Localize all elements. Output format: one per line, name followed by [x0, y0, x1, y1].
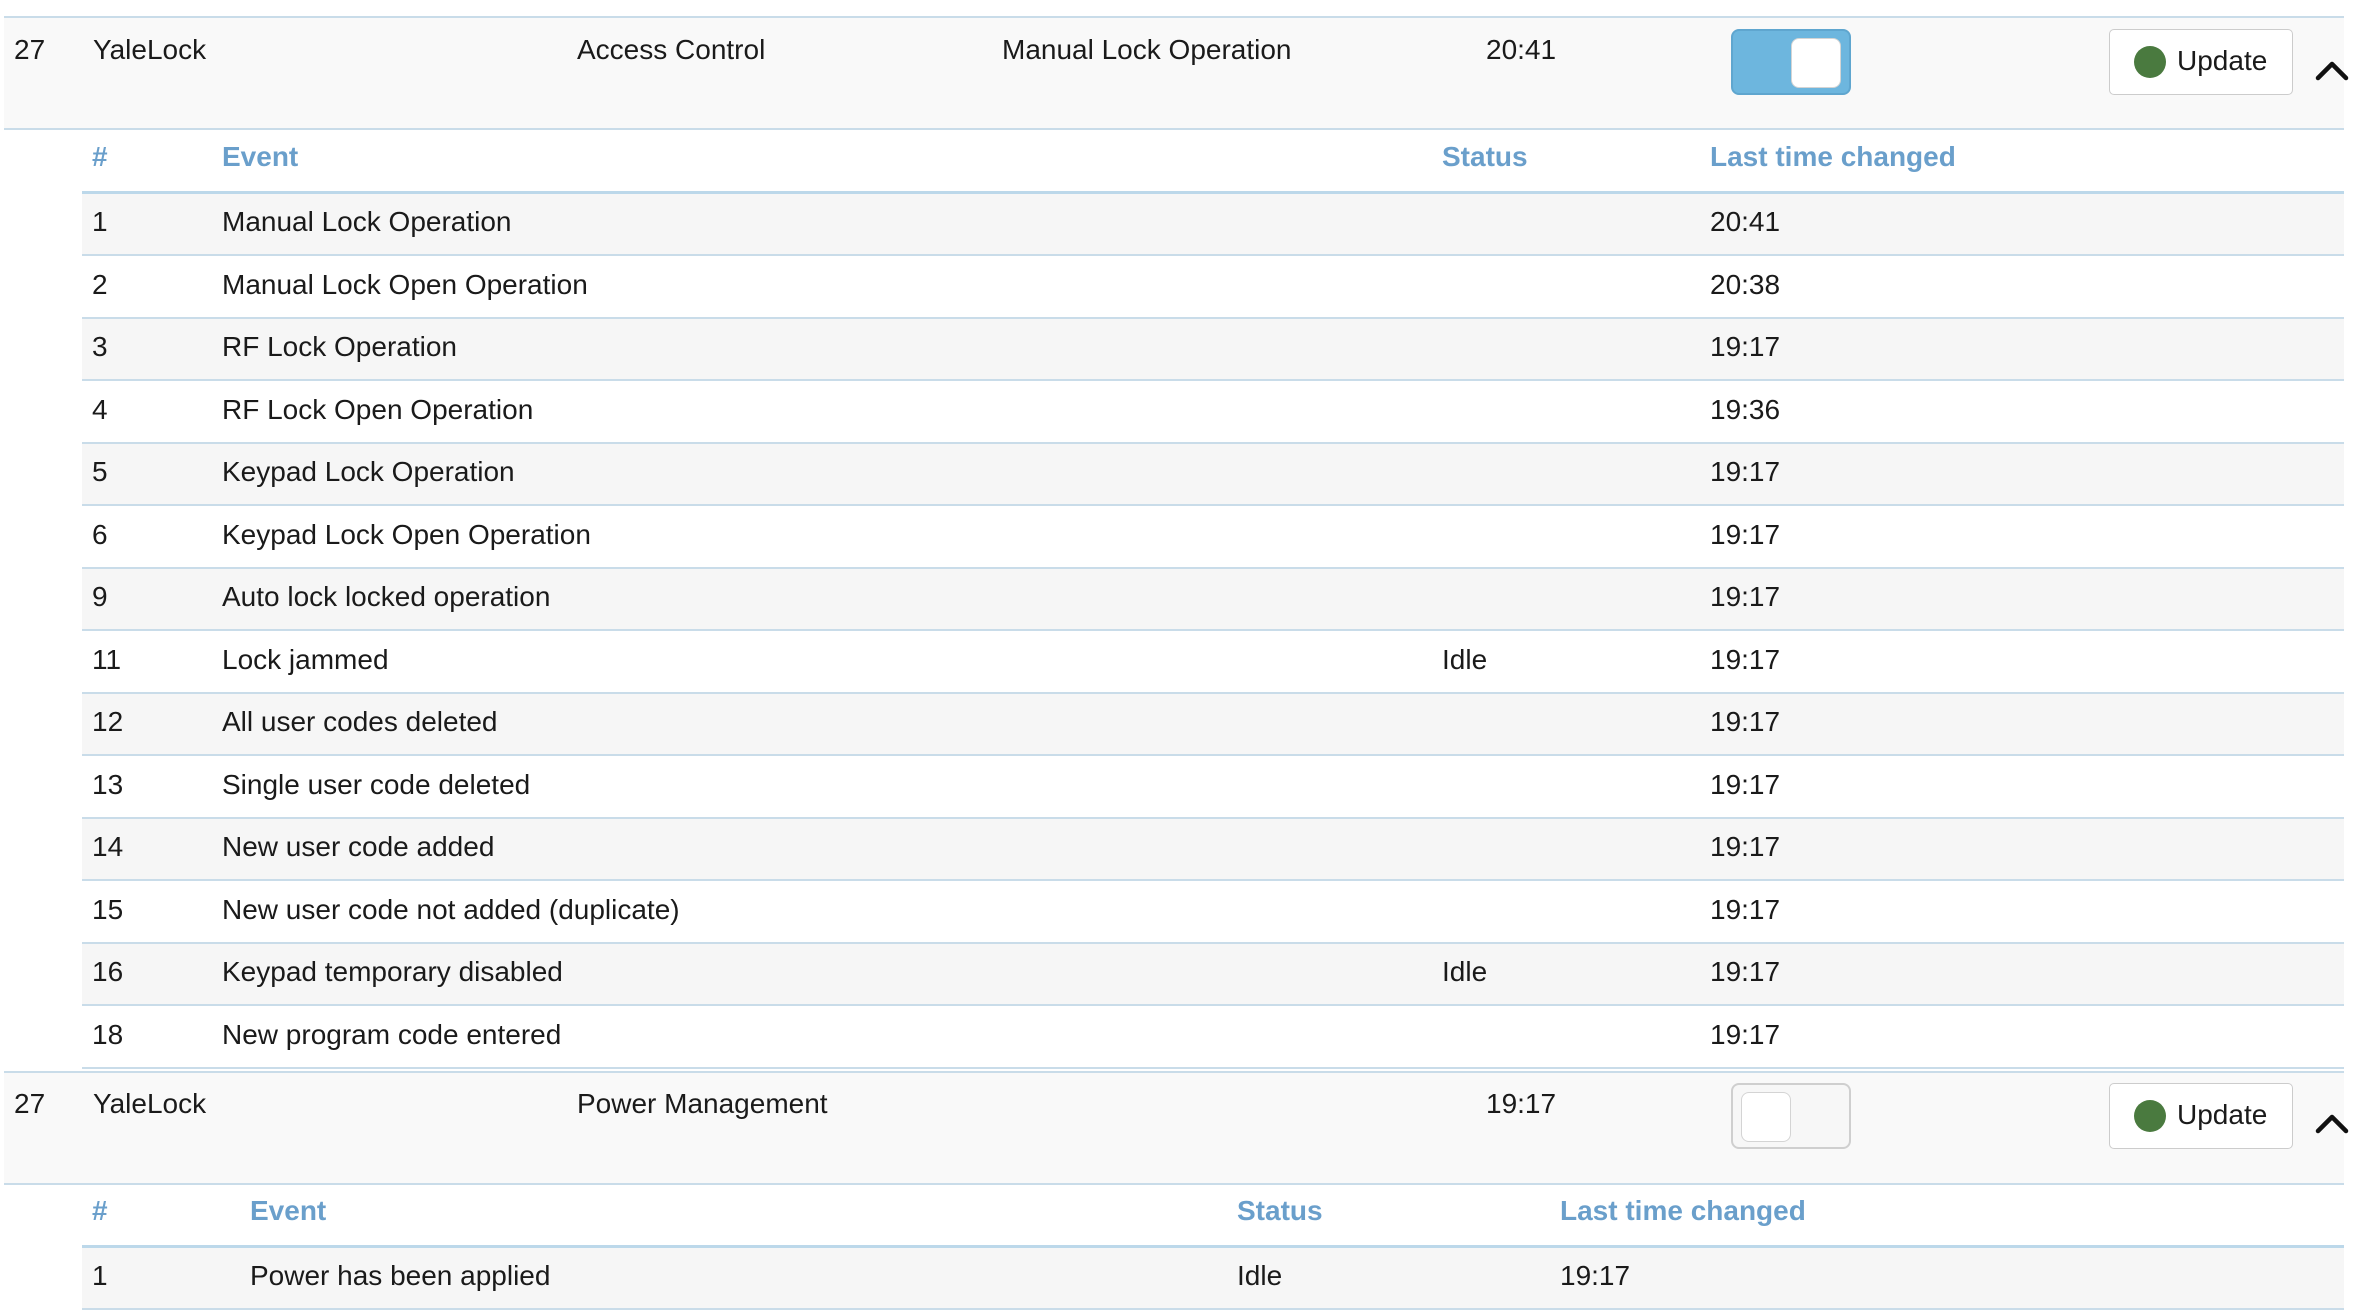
cell-event: Keypad Lock Operation — [222, 456, 515, 487]
cell-time: 19:17 — [1710, 956, 1781, 987]
device-row-access-control[interactable] — [4, 16, 2344, 130]
cell-num: 6 — [92, 518, 108, 550]
device-type: Power Management — [577, 1088, 828, 1119]
cell-num: 13 — [92, 768, 124, 800]
cell-event: New user code added — [222, 831, 495, 862]
cell-num: 15 — [92, 893, 124, 925]
cell-time: 19:17 — [1710, 643, 1781, 675]
cell-num: 14 — [92, 831, 124, 862]
device-name: YaleLock — [93, 1088, 207, 1119]
cell-event: Keypad Lock Open Operation — [222, 518, 591, 550]
last-event: Manual Lock Operation — [1002, 34, 1292, 65]
col-header-num: # — [92, 1195, 108, 1226]
device-row-power-management[interactable] — [4, 1071, 2344, 1185]
cell-event: Auto lock locked operation — [222, 581, 551, 612]
col-header-status: Status — [1237, 1195, 1323, 1226]
update-button-label: Update — [2177, 45, 2268, 76]
table-row — [82, 632, 2344, 694]
col-header-event: Event — [222, 141, 299, 172]
cell-time: 19:17 — [1710, 831, 1781, 862]
table-row — [82, 882, 2344, 944]
cell-time: 19:17 — [1710, 518, 1781, 550]
cell-time: 19:17 — [1710, 768, 1781, 800]
col-header-num: # — [92, 141, 108, 172]
cell-time: 20:38 — [1710, 268, 1781, 300]
cell-time: 19:17 — [1710, 893, 1781, 925]
cell-event: Single user code deleted — [222, 768, 531, 800]
table-row — [82, 819, 2344, 881]
status-dot-icon — [2134, 46, 2166, 78]
cell-event: RF Lock Operation — [222, 331, 457, 362]
update-button[interactable] — [2109, 29, 2293, 95]
last-time: 19:17 — [1486, 1088, 1557, 1119]
table-row — [82, 757, 2344, 819]
node-id: 27 — [14, 34, 46, 65]
cell-num: 11 — [92, 643, 122, 675]
cell-num: 12 — [92, 706, 124, 737]
cell-time: 19:36 — [1710, 393, 1781, 425]
cell-time: 19:17 — [1710, 581, 1781, 612]
cell-time: 19:17 — [1710, 331, 1781, 362]
cell-num: 9 — [92, 581, 108, 612]
enable-toggle[interactable] — [1731, 29, 1851, 95]
cell-num: 4 — [92, 393, 108, 425]
enable-toggle[interactable] — [1731, 1083, 1851, 1149]
cell-num: 1 — [92, 206, 108, 237]
cell-num: 5 — [92, 456, 108, 487]
table-row — [82, 569, 2344, 631]
cell-status: Idle — [1442, 956, 1488, 987]
col-header-last-changed: Last time changed — [1560, 1195, 1806, 1226]
update-button-label: Update — [2177, 1099, 2268, 1130]
cell-num: 18 — [92, 1018, 124, 1050]
cell-time: 19:17 — [1710, 456, 1781, 487]
table-row — [82, 1007, 2344, 1069]
toggle-knob — [1791, 38, 1841, 88]
node-id: 27 — [14, 1088, 46, 1119]
cell-time: 20:41 — [1710, 206, 1781, 237]
table-row — [82, 944, 2344, 1006]
cell-num: 2 — [92, 268, 108, 300]
cell-time: 19:17 — [1710, 706, 1781, 737]
table-row — [82, 257, 2344, 319]
device-name: YaleLock — [93, 34, 207, 65]
cell-num: 1 — [92, 1260, 108, 1291]
cell-event: Manual Lock Operation — [222, 206, 512, 237]
cell-status: Idle — [1237, 1260, 1283, 1291]
toggle-knob — [1741, 1092, 1791, 1142]
events-table-header — [82, 1183, 2344, 1248]
cell-num: 16 — [92, 956, 124, 987]
cell-event: Manual Lock Open Operation — [222, 268, 588, 300]
last-time: 20:41 — [1486, 34, 1557, 65]
cell-num: 3 — [92, 331, 108, 362]
cell-time: 19:17 — [1710, 1018, 1781, 1050]
update-button[interactable] — [2109, 1083, 2293, 1149]
cell-event: RF Lock Open Operation — [222, 393, 534, 425]
cell-event: New program code entered — [222, 1018, 562, 1050]
table-row — [82, 694, 2344, 756]
cell-event: Keypad temporary disabled — [222, 956, 563, 987]
events-table-header — [82, 129, 2344, 194]
table-row — [82, 194, 2344, 256]
cell-time: 19:17 — [1560, 1260, 1631, 1291]
col-header-last-changed: Last time changed — [1710, 141, 1956, 172]
chevron-up-icon[interactable] — [2314, 1111, 2350, 1135]
cell-status: Idle — [1442, 643, 1488, 675]
table-row — [82, 382, 2344, 444]
table-row — [82, 319, 2344, 381]
status-dot-icon — [2134, 1100, 2166, 1132]
chevron-up-icon[interactable] — [2314, 58, 2350, 82]
col-header-status: Status — [1442, 141, 1528, 172]
cell-event: Power has been applied — [250, 1260, 551, 1291]
table-row — [82, 507, 2344, 569]
col-header-event: Event — [250, 1195, 327, 1226]
device-type: Access Control — [577, 34, 766, 65]
cell-event: All user codes deleted — [222, 706, 498, 737]
cell-event: New user code not added (duplicate) — [222, 893, 680, 925]
table-row — [82, 1248, 2344, 1310]
table-row — [82, 444, 2344, 506]
cell-event: Lock jammed — [222, 643, 389, 675]
